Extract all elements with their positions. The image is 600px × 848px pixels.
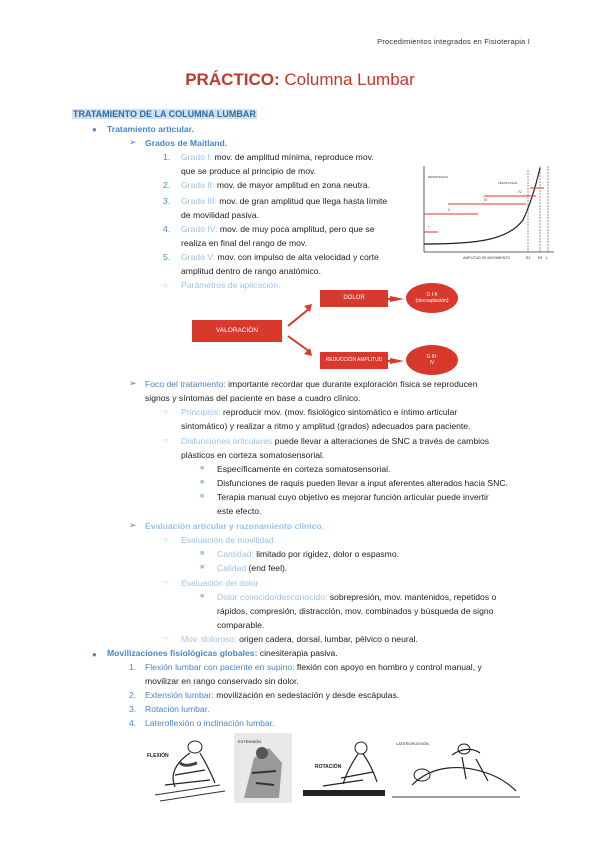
grado-5-cont: amplitud dentro de rango anatómico. [181,266,321,276]
grado-label: Grado V: [181,252,216,262]
grado-text: mov. de gran amplitud que llega hasta límite [219,196,388,206]
foco-label: Foco del tratamiento: [145,379,226,389]
list-num: 4. [129,718,137,728]
chart-top: LÍMITE FISIOL. [498,181,519,185]
item-evdolor: Evaluación del dolor. [181,578,261,588]
cantidad-text: limitado por rigidez, dolor o espasmo. [256,549,400,559]
chart-ylabel: RESISTENCIA [428,175,449,179]
img-label: ROTACIÓN [315,764,342,770]
dolorcon-label: Dolor conocido/desconocido: [217,592,328,602]
movdol-text: origen cadera, dorsal, lumbar, pélvico o neural. [239,634,418,644]
section-heading: TRATAMIENTO DE LA COLUMNA LUMBAR [73,109,256,119]
chart-b2: R2 [538,256,543,260]
chart-label: IV [518,189,522,194]
maitland-chart [418,160,558,262]
grado-4 [181,222,374,236]
disfunciones-label: Disfunciones articulares [181,436,273,446]
item-disfunciones [181,434,489,448]
item-evaluacion: Evaluación articular y razonamiento clínico. [145,521,325,531]
grado-num: 2. [163,180,171,190]
disfunciones-text: puede llevar a alteraciones de SNC a través de cambios [274,436,490,446]
moviliz-label: Movilizaciones fisiológicas globales: [107,648,258,658]
flow-dolor: DOLOR [320,290,388,307]
item-calidad [217,561,287,575]
principios-text: reproducir mov. (mov. fisiológico sintomático e íntimo articular [223,407,458,417]
item-foco-cont: signos y síntomas del paciente en base a cuadro clínico. [145,393,361,403]
foco-text: importante recordar que durante exploración física se reproducen [228,379,478,389]
square-bullet-icon: ■ [200,564,205,571]
grado-text: mov. de mayor amplitud en zona neutra. [216,180,371,190]
flow-valoracion: VALORACIÓN [192,320,282,342]
cantidad-label: Cantidad: [217,549,254,559]
chart-label: II [448,207,451,212]
lateroflexion-illustration [392,735,520,807]
flow-c1b: (decoaptación) [415,298,449,304]
grado-3 [181,194,387,208]
dolorcon-text: sobrepresión, mov. mantenidos, repetidos o [329,592,497,602]
square-bullet-icon: ■ [200,465,205,472]
item-movdol [181,632,418,646]
flow-c2a: G III- [426,354,438,360]
list-item: Rotación lumbar. [145,704,210,714]
list-num: 1. [129,662,137,672]
chart-label: I [428,224,430,229]
square-bullet-icon: ■ [200,550,205,557]
grado-text: mov. de amplitud mínima, reproduce mov. [214,152,374,162]
extension-illustration [234,733,292,803]
grado-1 [181,150,374,164]
grado-label: Grado II: [181,180,215,190]
grado-num: 5. [163,252,171,262]
calidad-text: (end feel). [248,563,288,573]
flow-c2b: IV [429,360,435,366]
sub-item-cont: este efecto. [217,506,262,516]
grado-3-cont: de movilidad pasiva. [181,210,259,220]
list-item-cont: movilizar en rango conservado sin dolor. [145,676,299,686]
sub-item: Terapia manual cuyo objetivo es mejorar función articular puede invertir [217,492,489,502]
flow-reduccion: REDUCCIÓN AMPLITUD MOV. [320,352,388,369]
circle-bullet-icon: ○ [163,436,168,445]
item-disfunciones-cont: plásticos en corteza somatosensorial. [181,450,325,460]
list-text: flexión con apoyo en hombro y control manual, y [296,662,482,672]
page-header: Procedimientos integrados en Fisioterapia I [377,37,530,46]
arrow-icon: ➢ [129,520,137,530]
list-item [145,688,399,702]
calidad-label: Calidad [217,563,247,573]
item-dolorcon-cont: rápidos, compresión, distracción, mov. combinados y búsqueda de signo [217,606,494,616]
square-bullet-icon: ■ [200,593,205,600]
page-title [0,70,600,90]
list-item [145,660,482,674]
img-label: EXTENSIÓN [238,739,262,744]
item-dolorcon [217,590,496,604]
square-bullet-icon: ■ [200,493,205,500]
list-label: Flexión lumbar con paciente en supino: [145,662,295,672]
title-main: Columna Lumbar [284,70,415,89]
img-label: LATEROFLEXIÓN [396,741,429,746]
list-num: 3. [129,704,137,714]
item-principios-cont: sintomático) y realizar a ritmo y amplitud (grados) adecuados para paciente. [181,421,471,431]
bullet-icon: ● [92,650,97,659]
circle-bullet-icon: ○ [163,535,168,544]
item-foco [145,377,478,391]
item-dolorcon-cont2: comparable. [217,620,265,630]
rotacion-illustration [303,738,385,804]
grado-text: mov. con impulso de alta velocidad y corte [217,252,379,262]
circle-bullet-icon: ○ [163,634,168,643]
chart-xlabel: AMPLITUD DE MOVIMIENTO [463,256,510,260]
grado-num: 1. [163,152,171,162]
item-movilizaciones [107,646,338,660]
item-tratamiento-articular: Tratamiento articular. [107,124,194,134]
grado-num: 3. [163,196,171,206]
flow-arrows [282,288,422,378]
circle-bullet-icon: ○ [163,578,168,587]
item-principios [181,405,457,419]
list-item: Lateroflexión o inclinación lumbar. [145,718,275,728]
grado-1-cont: que se produce al principio de mov. [181,166,317,176]
img-label: FLEXIÓN [147,753,169,759]
arrow-icon: ➢ [129,378,137,388]
flexion-illustration [145,735,230,807]
grado-label: Grado IV: [181,224,218,234]
list-label: Extensión lumbar: [145,690,214,700]
sub-item: Específicamente en corteza somatosensorial. [217,464,391,474]
flow-c1a: G I-II [426,292,438,298]
grado-num: 4. [163,224,171,234]
list-num: 2. [129,690,137,700]
grado-5 [181,250,379,264]
circle-bullet-icon: ○ [163,407,168,416]
grado-label: Grado III: [181,196,217,206]
list-text: movilización en sedestación y desde escápulas. [216,690,400,700]
item-parametros: Parámetros de aplicación. [181,280,281,290]
moviliz-text: cinesiterapia pasiva. [259,648,338,658]
movdol-label: Mov. doloroso: [181,634,237,644]
chart-b3: L [546,256,548,260]
circle-bullet-icon: ○ [163,281,168,290]
grado-text: mov. de muy poca amplitud, pero que se [219,224,375,234]
principios-label: Principios: [181,407,221,417]
title-prefix: PRÁCTICO: [185,70,280,89]
sub-item: Disfunciones de raquis pueden llevar a input aferentes alterados hacia SNC. [217,478,508,488]
grado-2 [181,178,370,192]
grado-4-cont: realiza en final del rango de mov. [181,238,307,248]
chart-label: III [484,197,488,202]
item-grados-maitland: Grados de Maitland. [145,138,228,148]
grado-label: Grado I: [181,152,213,162]
bullet-icon: ● [92,125,97,134]
chart-b1: R1 [526,256,531,260]
square-bullet-icon: ■ [200,479,205,486]
item-cantidad [217,547,399,561]
arrow-icon: ➢ [129,137,137,147]
item-evmov: Evaluación de movilidad. [181,535,277,545]
